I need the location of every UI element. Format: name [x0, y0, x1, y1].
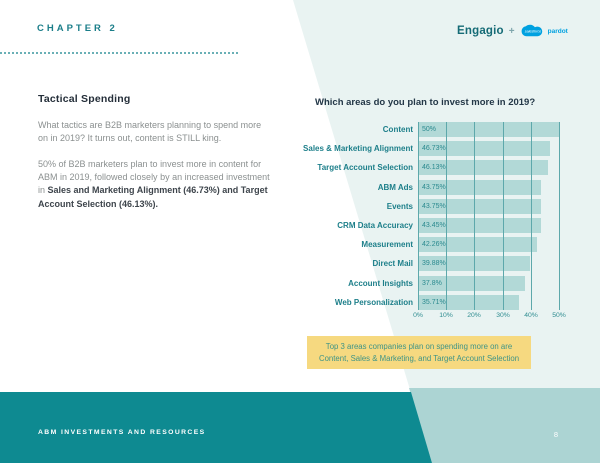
- bar-value-label: 43.45%: [422, 222, 446, 229]
- category-label: Content: [382, 125, 413, 134]
- bar-chart: [285, 122, 575, 327]
- body-paragraph-2: [38, 158, 270, 211]
- body-paragraph-2-bold: Sales and Marketing Alignment (46.73%) and Target Account Selection (46.13%).: [38, 185, 268, 209]
- section-heading: Tactical Spending: [38, 93, 131, 105]
- category-label: Events: [386, 202, 413, 211]
- footer-section-title: ABM INVESTMENTS AND RESOURCES: [38, 429, 206, 436]
- x-axis-tick-label: 0%: [413, 312, 423, 319]
- category-label: Account Insights: [348, 279, 413, 288]
- bar: [418, 199, 541, 214]
- chapter-label: CHAPTER 2: [37, 23, 118, 34]
- chart-title: Which areas do you plan to invest more in 2019?: [315, 97, 536, 108]
- category-label: ABM Ads: [377, 183, 413, 192]
- category-label: Target Account Selection: [317, 163, 413, 172]
- page-number: 8: [553, 430, 559, 439]
- svg-text:salesforce: salesforce: [524, 29, 541, 34]
- category-label: Web Personalization: [334, 298, 413, 307]
- bar: [418, 276, 525, 291]
- bar-value-label: 39.88%: [422, 260, 446, 267]
- x-axis-tick-label: 40%: [524, 312, 538, 319]
- x-axis-tick-label: 50%: [552, 312, 566, 319]
- header-dotted-divider: [0, 52, 238, 54]
- category-label: Sales & Marketing Alignment: [303, 144, 413, 153]
- plus-sign: +: [508, 25, 515, 37]
- bar-value-label: 46.13%: [422, 164, 446, 171]
- x-axis-tick-label: 20%: [467, 312, 481, 319]
- key-takeaway-callout: Top 3 areas companies plan on spending more on are Content, Sales & Marketing, and Target Account Selection: [307, 336, 531, 369]
- category-label: Direct Mail: [372, 259, 413, 268]
- category-label: Measurement: [361, 240, 413, 249]
- x-axis-tick-label: 30%: [496, 312, 510, 319]
- salesforce-cloud-logo: [520, 23, 546, 39]
- engagio-logo: Engagio: [457, 25, 504, 37]
- logo-row: [457, 22, 568, 40]
- bar-value-label: 50%: [422, 126, 437, 133]
- body-paragraph-2-normal: 50% of B2B marketers plan to invest more in content for ABM in 2019, followed closely by an increased investment in: [38, 159, 270, 196]
- bar-value-label: 42.26%: [422, 241, 446, 248]
- x-axis-tick-label: 10%: [439, 312, 453, 319]
- bar-value-label: 43.75%: [422, 203, 446, 210]
- pardot-logo: pardot: [547, 27, 568, 35]
- bar-value-label: 37.8%: [422, 280, 442, 287]
- bar: [418, 180, 541, 195]
- bar: [418, 122, 559, 137]
- grid-line: [503, 122, 504, 310]
- grid-line: [559, 122, 560, 310]
- grid-line: [418, 122, 419, 310]
- grid-line: [446, 122, 447, 310]
- bar-value-label: 46.73%: [422, 145, 446, 152]
- bar: [418, 218, 541, 233]
- grid-line: [531, 122, 532, 310]
- grid-line: [474, 122, 475, 310]
- body-paragraph-1: What tactics are B2B marketers planning to spend more on in 2019? It turns out, content is STILL king.: [38, 120, 262, 144]
- bar: [418, 160, 548, 175]
- bar-value-label: 35.71%: [422, 299, 446, 306]
- bar-value-label: 43.75%: [422, 184, 446, 191]
- category-label: CRM Data Accuracy: [337, 221, 413, 230]
- bar: [418, 237, 537, 252]
